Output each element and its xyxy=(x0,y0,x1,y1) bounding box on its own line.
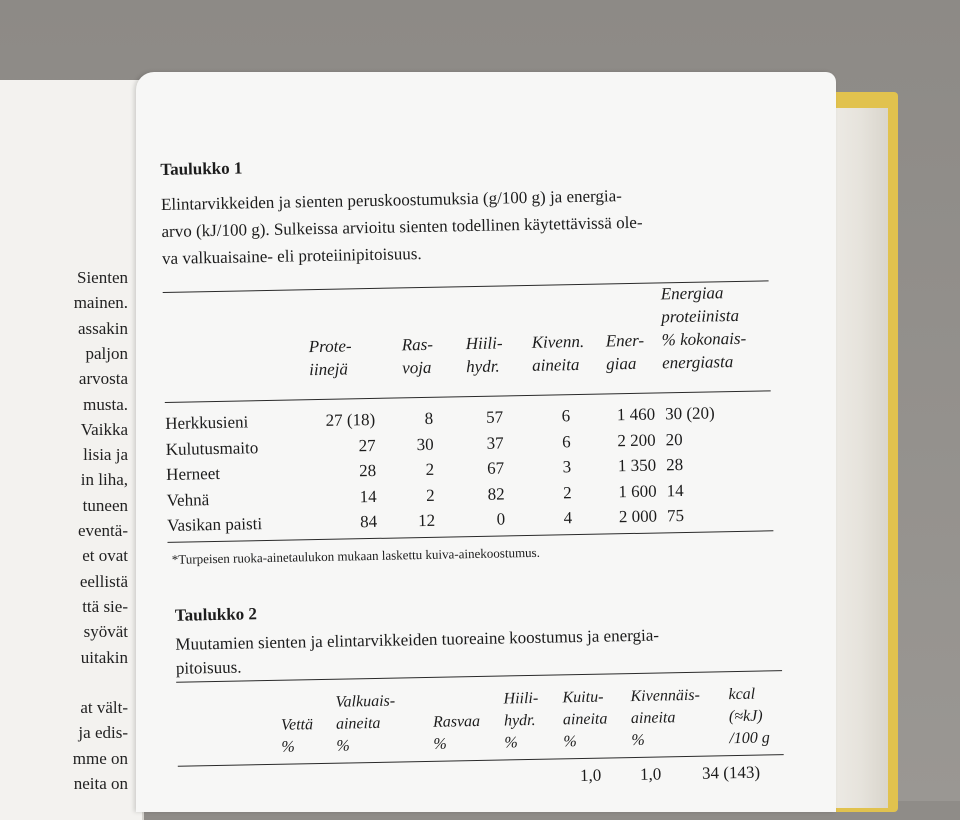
table2-header-cell: hydr. xyxy=(503,711,536,730)
table1-cell: 2 200 xyxy=(617,430,656,450)
table1-cell: 6 xyxy=(561,406,571,426)
table2-header-cell: Hiili- xyxy=(503,689,539,708)
table1-caption-line: arvo (kJ/100 g). Sulkeissa arvioitu sienten todellinen käytettävissä ole- xyxy=(161,212,643,241)
left-page-line: neita on xyxy=(73,774,128,793)
left-page-line: Sienten xyxy=(77,268,128,287)
table2-cell: 1,0 xyxy=(639,764,662,784)
right-page xyxy=(136,72,836,812)
table2-header-cell: % xyxy=(336,737,350,755)
table1-cell: 12 xyxy=(417,510,436,531)
table1-cell: 0 xyxy=(496,509,506,529)
table1-row-label: Herkkusieni xyxy=(165,412,249,433)
left-page-line: tuneen xyxy=(82,495,128,515)
table2-header-cell: Rasvaa xyxy=(432,712,481,731)
table1-header-cell: voja xyxy=(402,357,432,378)
table2-header-rule xyxy=(178,754,784,767)
left-page-line: lisia ja xyxy=(83,445,128,465)
table1-header-cell: aineita xyxy=(531,354,580,375)
table1-header-cell: iinejä xyxy=(309,359,349,380)
table2-header-cell: % xyxy=(281,738,295,756)
table2-cell: 1,0 xyxy=(579,765,602,786)
left-page-line: at vält- xyxy=(80,698,128,718)
left-page-line: eellistä xyxy=(79,571,128,591)
left-page-line: assakin xyxy=(77,318,128,338)
table2-header-cell: % xyxy=(433,735,447,753)
table1-header-cell: Kivenn. xyxy=(531,331,585,352)
left-page-line: syövät xyxy=(83,622,128,642)
table1-cell: 75 xyxy=(666,506,685,526)
table1-caption-line: Elintarvikkeiden ja sienten peruskoostumuksia (g/100 g) ja energia- xyxy=(160,186,623,214)
table1-cell: 2 xyxy=(562,482,572,502)
table1-cell: 57 xyxy=(485,407,504,427)
table2-caption-line: pitoisuus. xyxy=(175,657,242,678)
table1-header-cell: % kokonais- xyxy=(661,328,747,350)
table1-title: Taulukko 1 xyxy=(160,158,243,179)
table1-cell: 20 xyxy=(665,429,683,449)
left-page-line: ja edis- xyxy=(78,723,128,743)
table1-cell: 1 460 xyxy=(616,404,656,425)
left-page-line: mme on xyxy=(72,748,128,768)
table2-header-cell: aineita xyxy=(562,710,608,729)
table2-cell: 34 (143) xyxy=(701,762,761,783)
table1-cell: 14 xyxy=(666,480,684,500)
table1-cell: 82 xyxy=(487,483,505,504)
left-page-line: ttä sie- xyxy=(82,596,128,616)
left-page-line: in liha, xyxy=(80,470,128,490)
table1-cell: 37 xyxy=(486,432,504,453)
table1-header-rule xyxy=(165,390,771,403)
table1-row-label: Vasikan paisti xyxy=(166,514,263,535)
table2-header-cell: Kuitu- xyxy=(562,688,604,707)
left-page-line: paljon xyxy=(85,343,128,363)
table1-header-cell: Energiaa xyxy=(660,283,724,304)
table1-header-cell: Ener- xyxy=(605,330,645,351)
table1-cell: 8 xyxy=(424,408,434,428)
table1-caption-line: va valkuaisaine- eli proteiinipitoisuus. xyxy=(161,243,422,268)
table2-header-cell: aineita xyxy=(630,709,676,728)
table2-header-cell: Kivennäis- xyxy=(630,686,701,706)
table2-caption-line: Muutamien sienten ja elintarvikkeiden tuoreaine koostumus ja energia- xyxy=(175,625,660,654)
left-page-line: arvosta xyxy=(78,369,128,389)
table1-cell: 6 xyxy=(561,431,571,451)
table1-cell: 2 xyxy=(425,485,435,505)
table1-header-cell: Prote- xyxy=(308,336,352,357)
table2-header-cell: % xyxy=(504,734,518,752)
table1-cell: 27 xyxy=(358,435,376,455)
table1-row-label: Vehnä xyxy=(166,489,210,510)
table2-header-cell: kcal xyxy=(728,685,756,704)
left-page xyxy=(0,80,144,820)
table2-header-cell: Valkuais- xyxy=(335,692,396,711)
table1-row-label: Herneet xyxy=(166,463,221,484)
left-page-line: mainen. xyxy=(73,293,128,313)
table2-header-cell: (≈kJ) xyxy=(728,707,763,726)
table1-header-cell: energiasta xyxy=(661,352,734,373)
table1-cell: 2 xyxy=(425,459,435,479)
table1-header-cell: Ras- xyxy=(401,334,434,355)
table1-cell: 84 xyxy=(359,511,378,532)
table1-cell: 67 xyxy=(486,458,505,478)
table1-cell: 27 (18) xyxy=(325,409,376,430)
table2-title: Taulukko 2 xyxy=(174,604,258,625)
table1-cell: 2 000 xyxy=(618,506,658,527)
table1-cell: 1 600 xyxy=(618,481,657,501)
table2-top-rule xyxy=(176,670,782,683)
table1-row-label: Kulutusmaito xyxy=(165,437,259,459)
page-content xyxy=(160,140,770,786)
table1-cell: 14 xyxy=(359,486,377,506)
table1-cell: 4 xyxy=(563,508,573,528)
table1-header-cell: giaa xyxy=(605,353,637,374)
table2-header-cell: Vettä xyxy=(280,716,314,734)
table1-cell: 1 350 xyxy=(617,455,657,476)
left-page-line: uitakin xyxy=(80,647,128,667)
table1-cell: 3 xyxy=(562,457,572,477)
table1-cell: 30 (20) xyxy=(664,403,715,424)
table1-footnote: *Turpeisen ruoka-ainetaulukon mukaan laskettu kuiva-ainekoostumus. xyxy=(171,544,541,567)
table2-header-cell: % xyxy=(563,733,577,751)
table1-header-cell: proteiinista xyxy=(661,305,740,327)
table1-cell: 28 xyxy=(665,455,684,475)
table2-header-cell: /100 g xyxy=(729,729,770,748)
left-page-line: eventä- xyxy=(77,521,128,540)
table1-header-cell: Hiili- xyxy=(465,333,503,354)
left-page-line: musta. xyxy=(83,394,128,414)
table1-cell: 30 xyxy=(416,434,434,454)
left-page-line: Vaikka xyxy=(80,419,128,439)
table1-header-cell: hydr. xyxy=(465,356,500,377)
table2-header-cell: % xyxy=(631,731,645,750)
table1-cell: 28 xyxy=(358,460,377,481)
table2-header-cell: aineita xyxy=(335,714,381,733)
left-page-line: et ovat xyxy=(82,546,128,566)
